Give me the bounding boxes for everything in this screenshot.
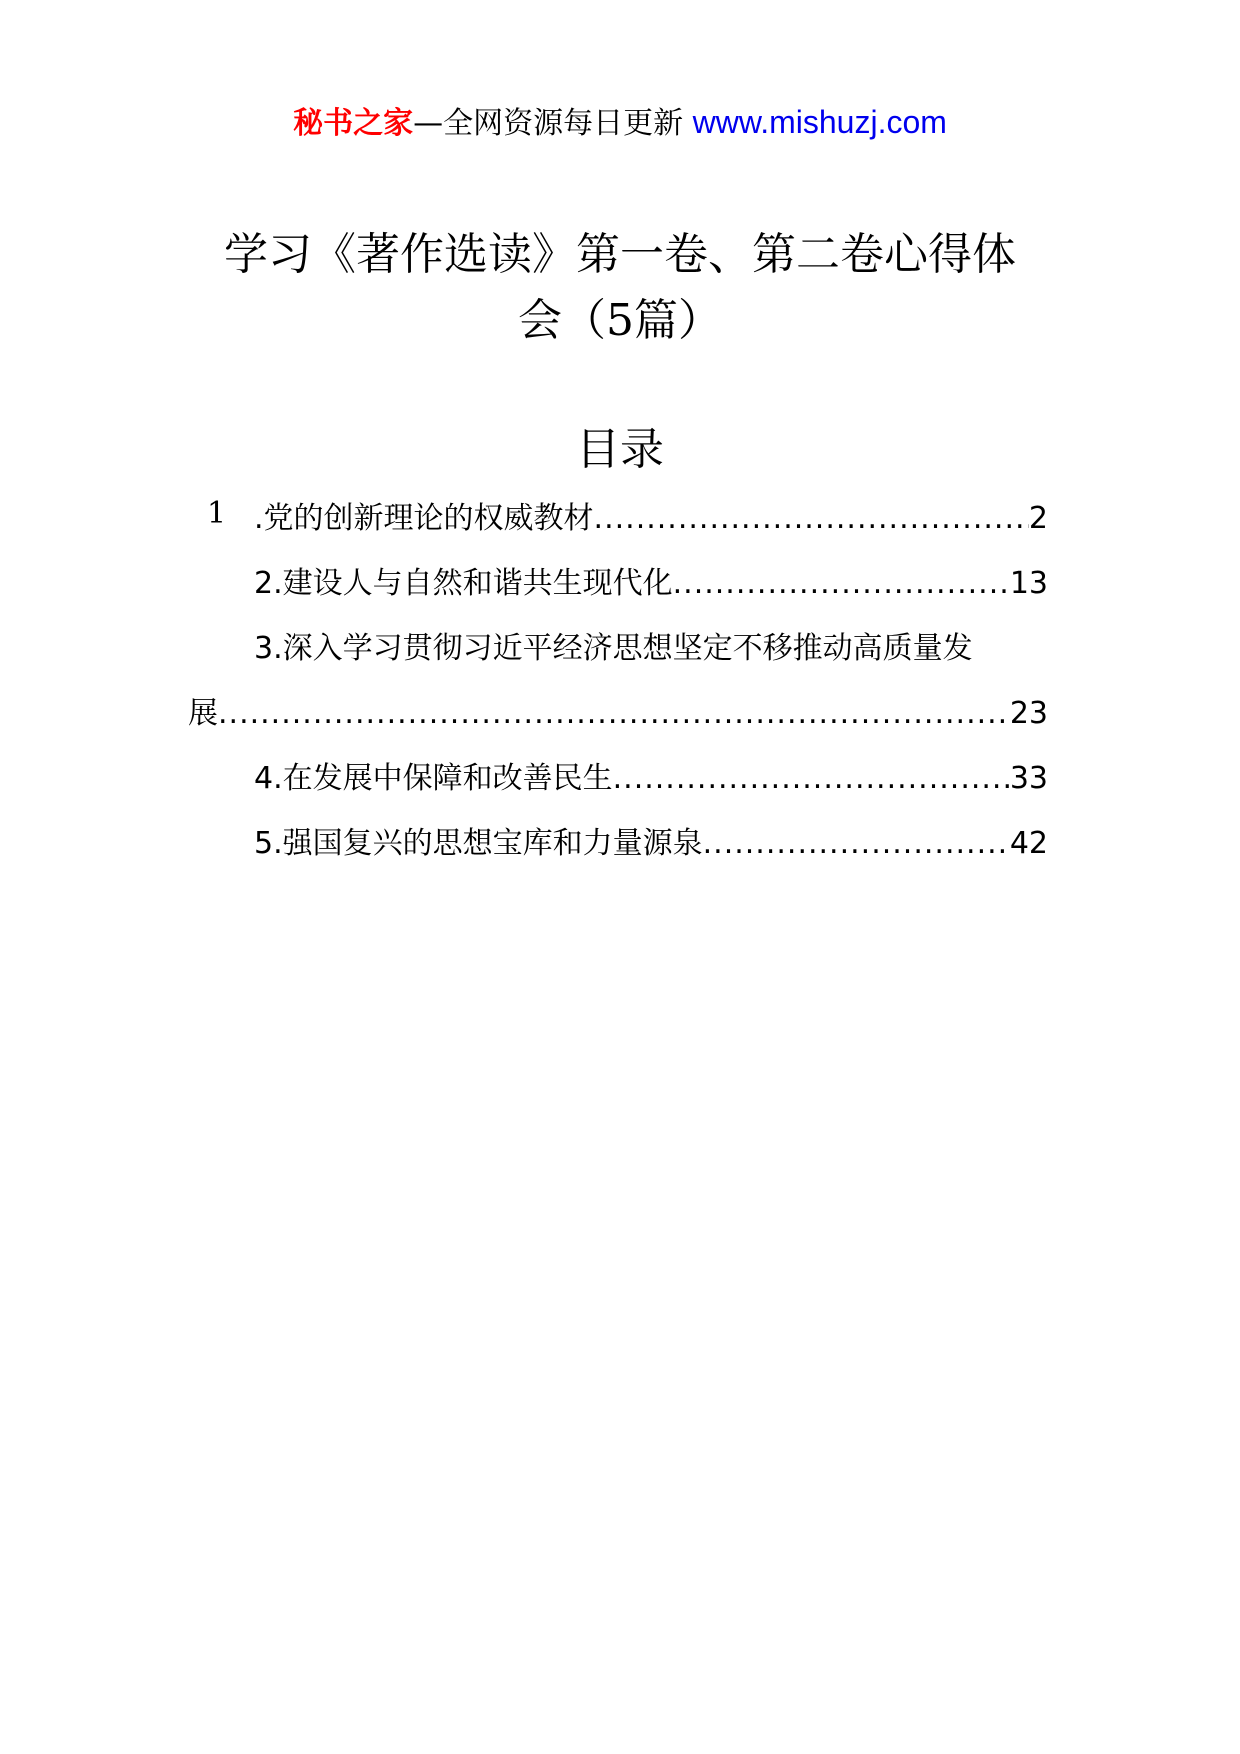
toc-entry-5[interactable] (188, 811, 1048, 876)
title-line-2-prefix: 会（ (518, 295, 606, 346)
toc-entry-page: 2 (1028, 501, 1048, 536)
table-of-contents (188, 486, 1048, 876)
title-line-2-suffix: 篇） (634, 295, 722, 346)
header-tagline: —全网资源每日更新 (413, 106, 684, 141)
toc-entry-title: 2.建设人与自然和谐共生现代化 (254, 566, 673, 601)
toc-heading: 目录 (576, 424, 664, 475)
toc-leader-dots (594, 486, 1029, 551)
title-line-2 (170, 288, 1070, 354)
toc-entry-1[interactable] (188, 486, 1048, 551)
toc-entry-title: .党的创新理论的权威教材 (254, 501, 594, 536)
toc-entry-page: 42 (1009, 826, 1048, 861)
toc-entry-3-line-1 (188, 616, 1048, 681)
toc-leader-dots (673, 551, 1010, 616)
toc-entry-title-continued: 展 (188, 696, 218, 731)
toc-leader-dots (703, 811, 1010, 876)
site-url-link[interactable]: www.mishuzj.com (692, 104, 947, 140)
toc-entry-page: 33 (1009, 761, 1048, 796)
toc-leader-dots (218, 681, 1010, 746)
toc-number-marker: 1 (207, 496, 227, 531)
toc-entry-page: 23 (1009, 696, 1048, 731)
toc-entry-title: 3.深入学习贯彻习近平经济思想坚定不移推动高质量发 (254, 631, 973, 666)
toc-entry-title: 5.强国复兴的思想宝库和力量源泉 (254, 826, 703, 861)
site-header (0, 100, 1240, 146)
toc-entry-4[interactable] (188, 746, 1048, 811)
brand-name: 秘书之家 (293, 106, 414, 141)
toc-leader-dots (613, 746, 1010, 811)
toc-entry-page: 13 (1009, 566, 1048, 601)
document-title (170, 222, 1070, 354)
toc-entry-3[interactable] (188, 616, 1048, 746)
toc-entry-2[interactable] (188, 551, 1048, 616)
toc-entry-title: 4.在发展中保障和改善民生 (254, 761, 613, 796)
title-line-1: 学习《著作选读》第一卷、第二卷心得体 (224, 229, 1016, 280)
toc-entry-3-line-2 (188, 681, 1048, 746)
title-article-count: 5 (606, 295, 634, 346)
